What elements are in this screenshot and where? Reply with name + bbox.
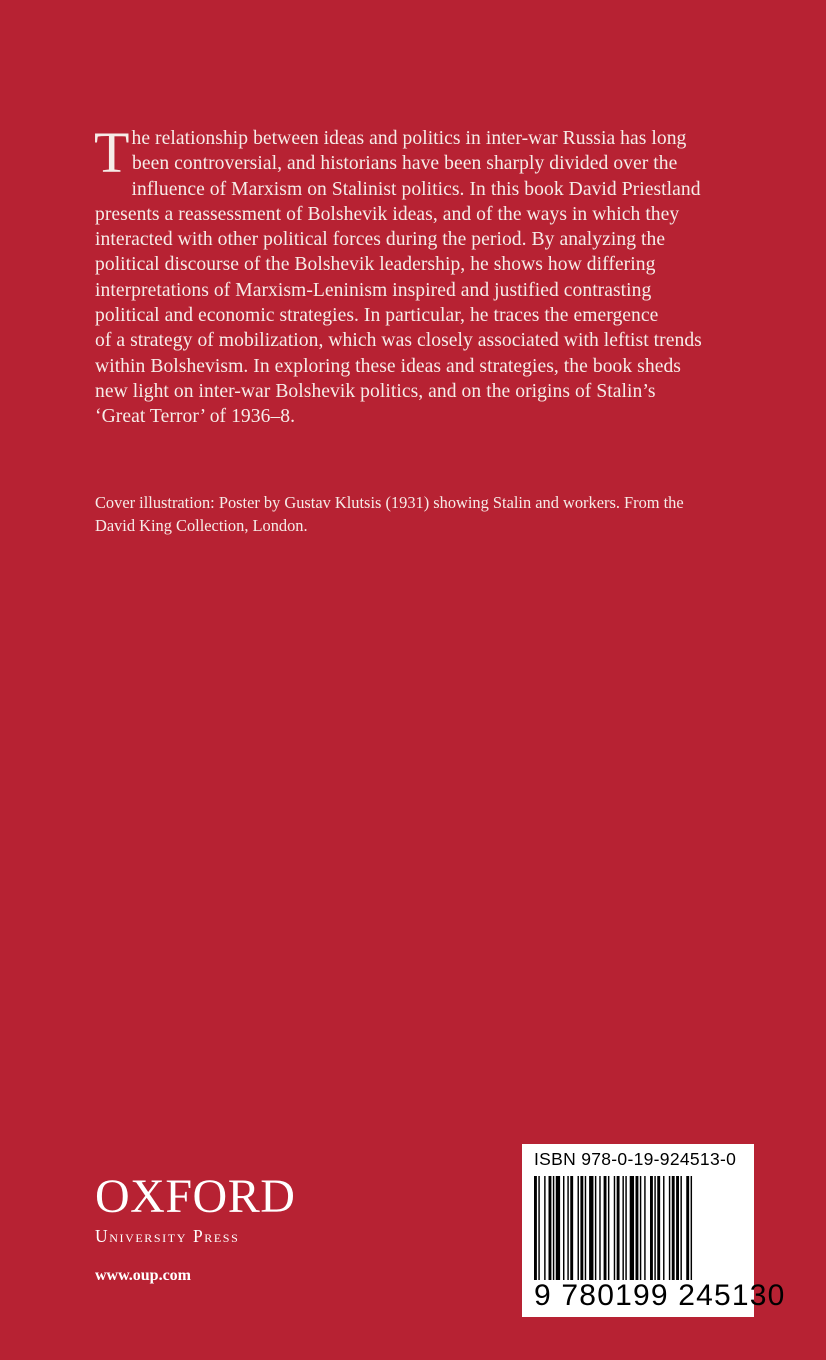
isbn-barcode xyxy=(522,1144,786,1317)
blurb-line: interacted with other political forces during the period. By analyzing the xyxy=(95,229,666,251)
drop-cap: T xyxy=(94,120,130,185)
blurb-line: interpretations of Marxism-Leninism inspired and justified contrasting xyxy=(95,279,652,301)
caption-line: Cover illustration: Poster by Gustav Klutsis (1931) showing Stalin and workers. From the xyxy=(95,493,684,512)
caption-line: David King Collection, London. xyxy=(95,515,308,535)
cover-illustration-credit xyxy=(95,492,755,537)
blurb-line: within Bolshevism. In exploring these ideas and strategies, the book sheds xyxy=(95,355,681,377)
publisher-logo xyxy=(95,1170,296,1246)
publisher-name: OXFORD xyxy=(95,1170,296,1223)
blurb-line: presents a reassessment of Bolshevik ideas, and of the ways in which they xyxy=(95,203,680,225)
barcode-bars xyxy=(534,1176,742,1280)
blurb-line: been controversial, and historians have been sharply divided over the xyxy=(132,153,678,175)
isbn-label: ISBN 978-0-19-924513-0 xyxy=(534,1149,737,1169)
blurb-line: political and economic strategies. In particular, he traces the emergence xyxy=(95,305,659,327)
blurb-text xyxy=(94,120,735,430)
blurb-line: ‘Great Terror’ of 1936–8. xyxy=(95,406,296,428)
blurb-line: he relationship between ideas and politics in inter-war Russia has long xyxy=(131,128,687,149)
blurb-line: of a strategy of mobilization, which was closely associated with leftist trends xyxy=(95,330,702,352)
blurb-line: influence of Marxism on Stalinist politics. In this book David Priestland xyxy=(131,178,701,200)
publisher-subname: University Press xyxy=(95,1226,240,1246)
blurb-line: political discourse of the Bolshevik leadership, he shows how differing xyxy=(95,254,656,276)
blurb-line: new light on inter-war Bolshevik politics, and on the origins of Stalin’s xyxy=(95,380,656,402)
barcode-digits: 9 780199 245130 xyxy=(534,1279,786,1312)
publisher-url[interactable]: www.oup.com xyxy=(95,1267,192,1284)
